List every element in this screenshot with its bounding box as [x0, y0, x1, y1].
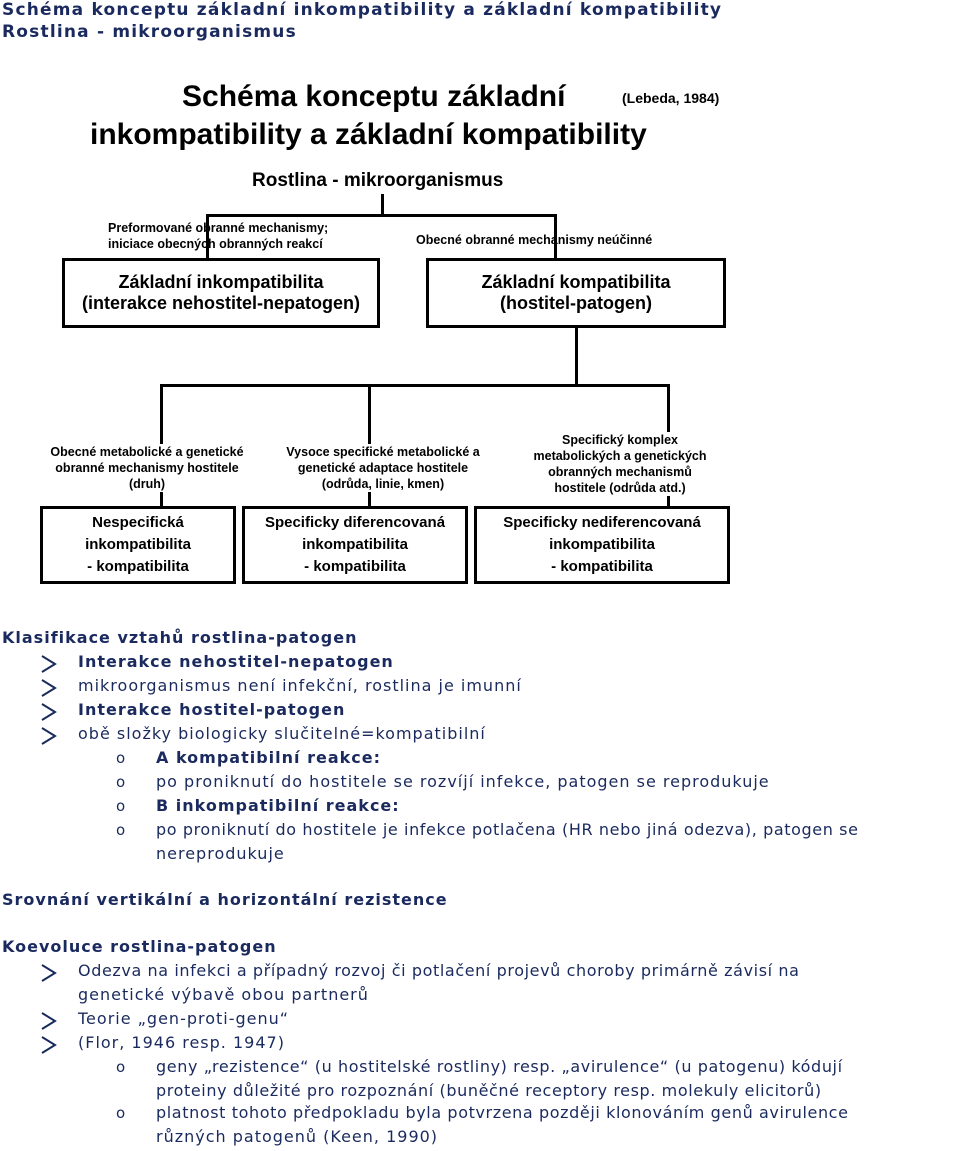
sub-bullet-text: platnost tohoto předpokladu byla potvrzena později klonováním genů avirulence	[156, 1103, 849, 1122]
note-line: obranné mechanismy hostitele	[55, 461, 239, 475]
bullet-text: (Flor, 1946 resp. 1947)	[78, 1033, 285, 1052]
sub-bullet-text: po proniknutí do hostitele je infekce potlačena (HR nebo jiná odezva), patogen se	[156, 820, 859, 839]
box-line: (hostitel-patogen)	[500, 293, 652, 313]
page-header-line1: Schéma konceptu základní inkompatibility a základní kompatibility	[2, 0, 723, 20]
connector-line	[160, 384, 670, 387]
arrow-bullet-icon	[40, 962, 58, 984]
arrow-bullet-icon	[40, 677, 58, 699]
diagram-title-line1: Schéma konceptu základní	[182, 80, 566, 113]
box-line: Nespecifická	[92, 514, 184, 531]
note-line: Specifický komplex	[561, 433, 679, 447]
left-note	[108, 220, 328, 252]
sub-note-nonspecific	[36, 444, 258, 492]
diagram-title-line2: inkompatibility a základní kompatibility	[90, 118, 647, 151]
note-line: hostitele (odrůda atd.)	[554, 481, 686, 495]
box-line: Základní inkompatibilita	[118, 272, 324, 292]
basic-incompatibility-box	[62, 258, 380, 328]
sub-note-undifferentiated	[510, 432, 730, 496]
o-bullet: o	[116, 821, 126, 839]
box-line: - kompatibilita	[551, 558, 653, 575]
section-heading-resistance: Srovnání vertikální a horizontální rezistence	[2, 890, 448, 909]
left-note-line2: iniciace obecných obranných reakcí	[108, 237, 323, 251]
box-line: - kompatibilita	[87, 558, 189, 575]
box-line: inkompatibilita	[85, 536, 191, 553]
arrow-bullet-icon	[40, 1034, 58, 1056]
arrow-bullet-icon	[40, 701, 58, 723]
bullet-text: Interakce hostitel-patogen	[78, 700, 346, 719]
box-line: - kompatibilita	[304, 558, 406, 575]
connector-line	[575, 328, 578, 386]
bullet-text: Odezva na infekci a případný rozvoj či potlačení projevů choroby primárně závisí na	[78, 961, 800, 980]
note-line: Vysoce specifické metabolické a	[286, 445, 480, 459]
note-line: obranných mechanismů	[548, 465, 692, 479]
left-note-line1: Preformované obranné mechanismy;	[108, 221, 329, 235]
o-bullet: o	[116, 773, 126, 791]
nonspecific-box	[40, 506, 236, 584]
bullet-text-cont: genetické výbavě obou partnerů	[78, 985, 369, 1004]
arrow-bullet-icon	[40, 725, 58, 747]
note-line: (druh)	[128, 477, 166, 491]
note-line: genetické adaptace hostitele	[297, 461, 469, 475]
concept-diagram	[30, 70, 760, 610]
arrow-bullet-icon	[40, 1010, 58, 1032]
basic-compatibility-box	[426, 258, 726, 328]
box-line: inkompatibilita	[549, 536, 655, 553]
bullet-text: Teorie „gen-proti-genu“	[78, 1009, 290, 1028]
sub-bullet-text: A kompatibilní reakce:	[156, 748, 381, 767]
connector-line	[381, 194, 384, 216]
connector-line	[206, 214, 557, 217]
o-bullet: o	[116, 1058, 126, 1076]
sub-bullet-text-cont: různých patogenů (Keen, 1990)	[156, 1127, 439, 1146]
box-line: inkompatibilita	[302, 536, 408, 553]
diagram-citation: (Lebeda, 1984)	[622, 90, 720, 106]
bullet-text: mikroorganismus není infekční, rostlina je imunní	[78, 676, 522, 695]
sub-bullet-text-cont: nereprodukuje	[156, 844, 285, 863]
note-line: metabolických a genetických	[533, 449, 707, 463]
sub-bullet-text: po proniknutí do hostitele se rozvíjí infekce, patogen se reprodukuje	[156, 772, 770, 791]
section-heading-coevolution: Koevoluce rostlina-patogen	[2, 937, 277, 956]
diagram-root-label: Rostlina - mikroorganismus	[252, 170, 504, 191]
note-line: Obecné metabolické a genetické	[50, 445, 244, 459]
sub-note-differentiated	[270, 444, 496, 492]
bullet-text: obě složky biologicky slučitelné=kompatibilní	[78, 724, 486, 743]
box-line: Specificky diferencovaná	[264, 514, 446, 531]
bullet-text: Interakce nehostitel-nepatogen	[78, 652, 394, 671]
sub-bullet-text: geny „rezistence“ (u hostitelské rostliny) resp. „avirulence“ (u patogenu) kódují	[156, 1057, 843, 1076]
box-line: Základní kompatibilita	[481, 272, 671, 292]
box-line: (interakce nehostitel-nepatogen)	[81, 293, 361, 313]
o-bullet: o	[116, 1104, 126, 1122]
section-heading-classification: Klasifikace vztahů rostlina-patogen	[2, 628, 358, 647]
sub-bullet-text: B inkompatibilní reakce:	[156, 796, 400, 815]
right-note: Obecné obranné mechanismy neúčinné	[416, 233, 653, 247]
arrow-bullet-icon	[40, 653, 58, 675]
sub-bullet-text-cont: proteiny důležité pro rozpoznání (buněčné receptory resp. molekuly elicitorů)	[156, 1081, 822, 1100]
specifically-undifferentiated-box	[474, 506, 730, 584]
note-line: (odrůda, linie, kmen)	[321, 477, 445, 491]
page-header-line2: Rostlina - mikroorganismus	[2, 22, 297, 42]
box-line: Specificky nediferencovaná	[503, 514, 701, 531]
o-bullet: o	[116, 749, 126, 767]
o-bullet: o	[116, 797, 126, 815]
specifically-differentiated-box	[242, 506, 468, 584]
